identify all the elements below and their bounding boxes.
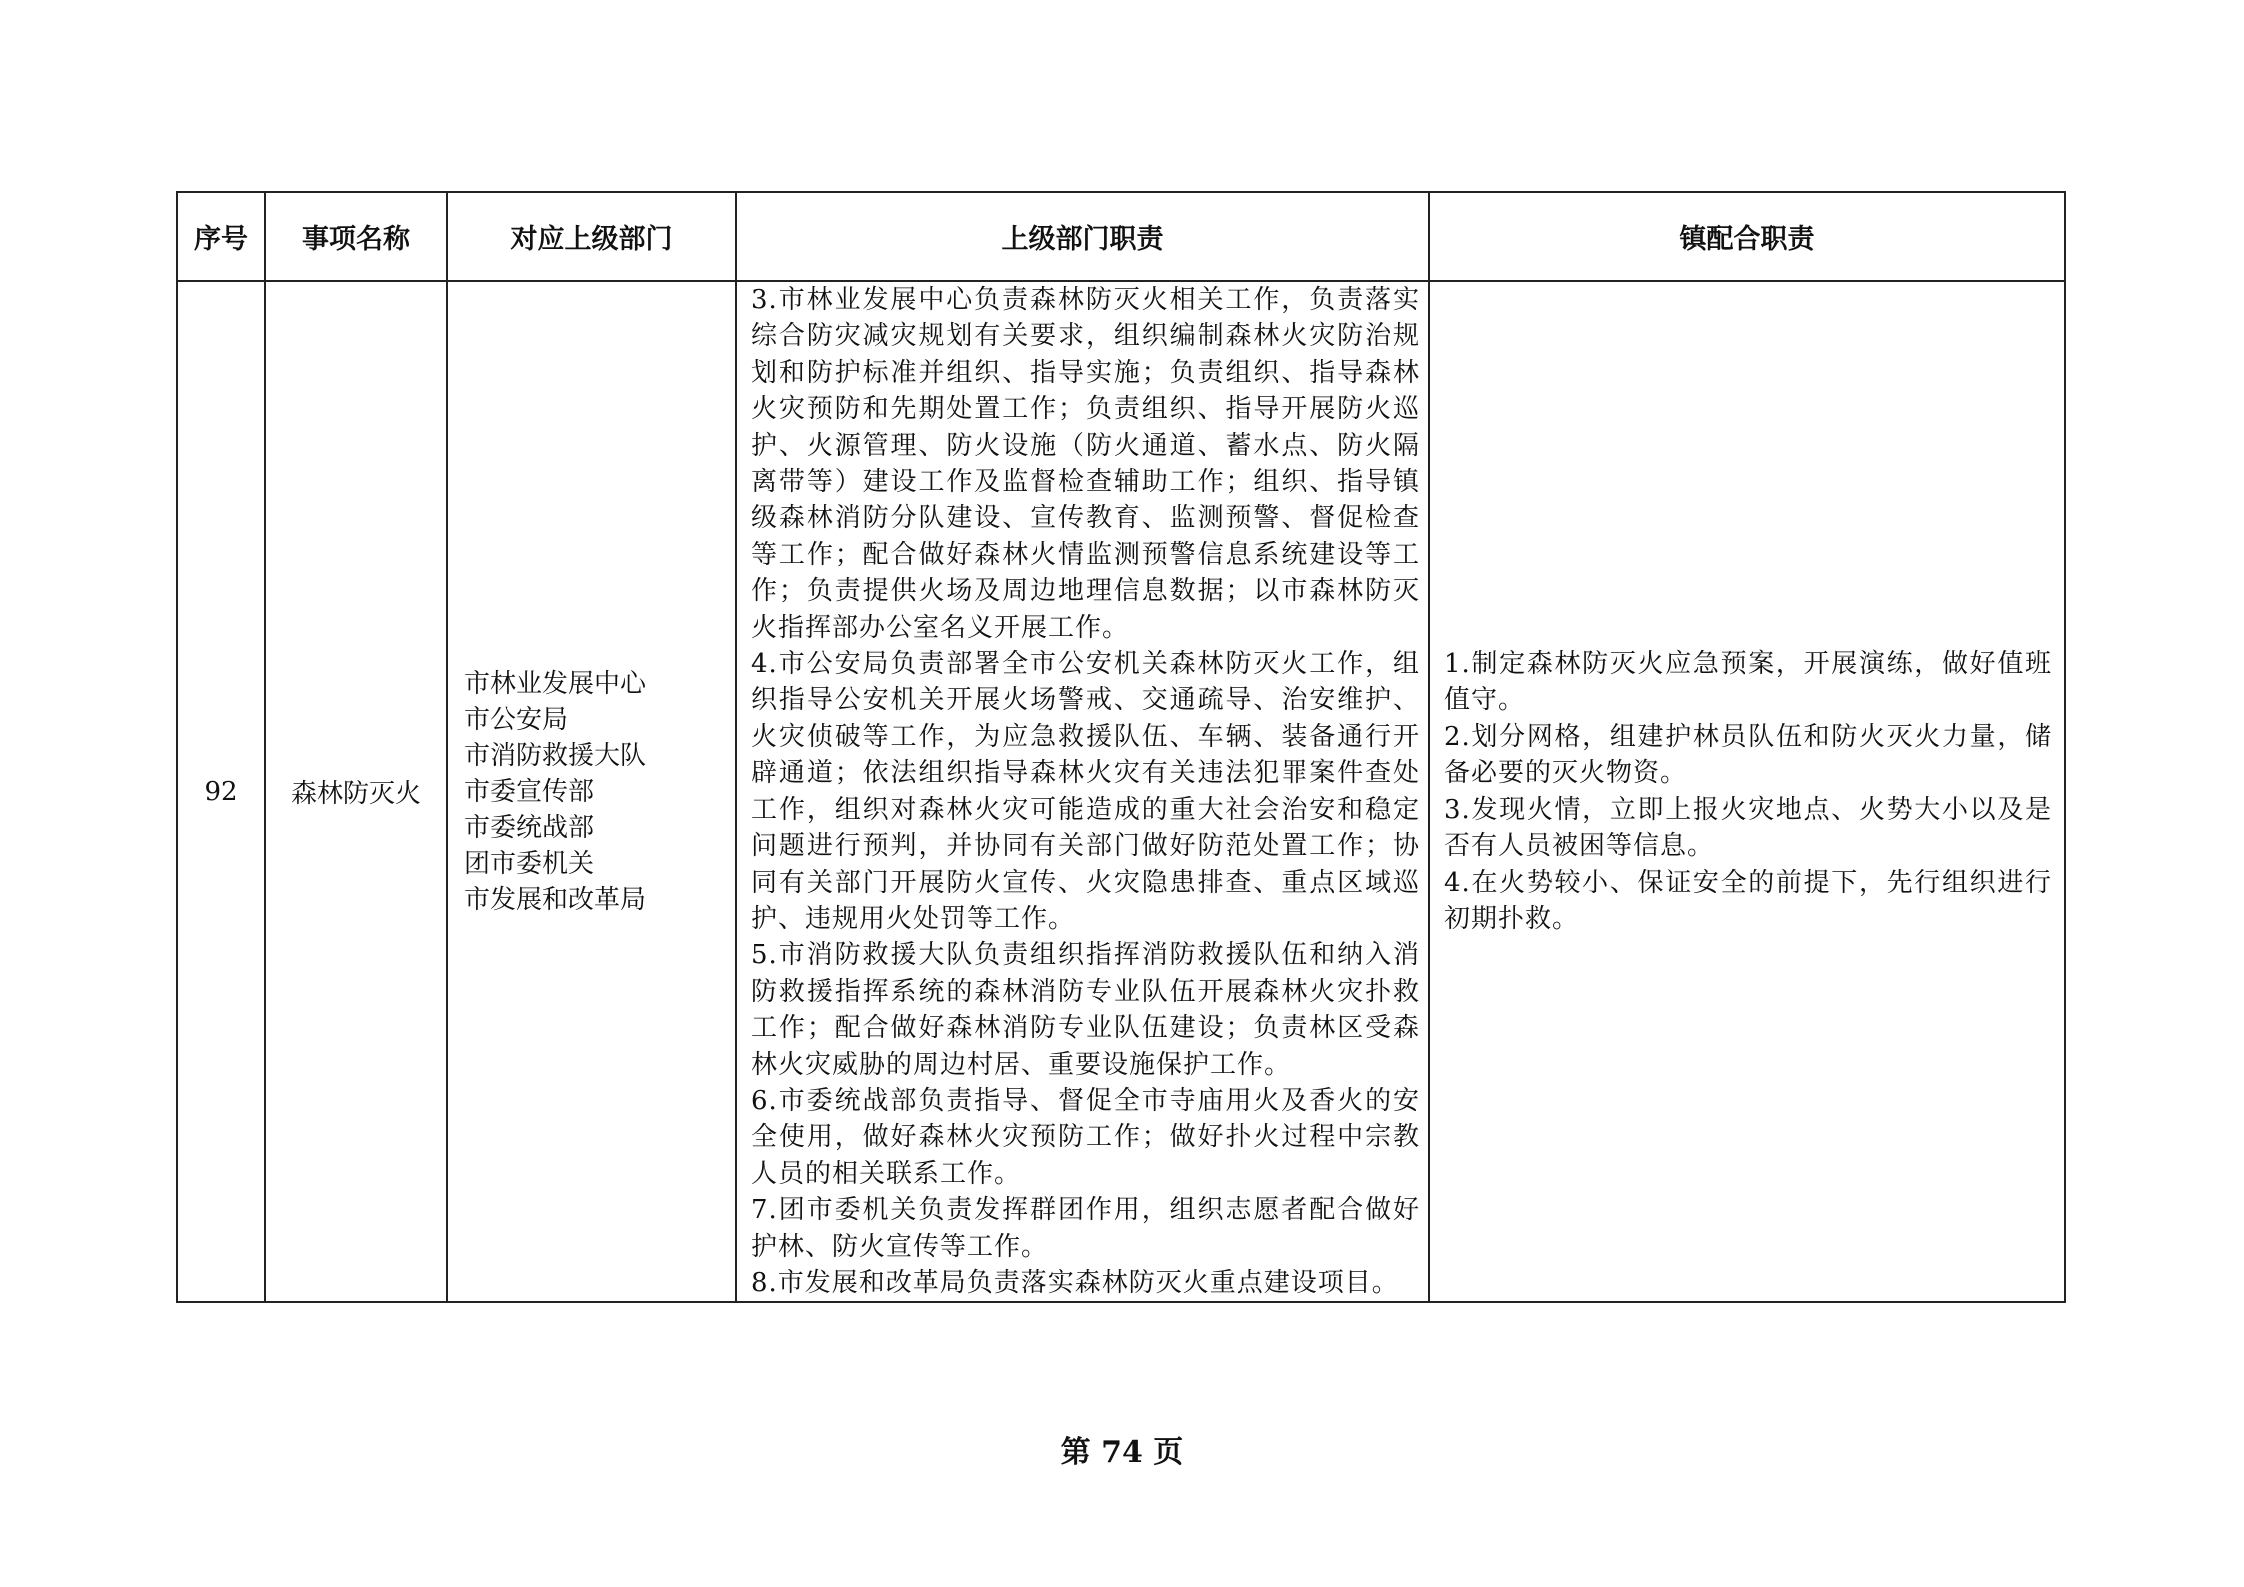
table-row — [177, 281, 2065, 1302]
header-seq: 序号 — [177, 192, 265, 281]
header-department: 对应上级部门 — [447, 192, 736, 281]
row-superior-duties — [736, 281, 1429, 1302]
town-duty-paragraph: 2.划分网格，组建护林员队伍和防火灭火力量，储备必要的灭火物资。 — [1444, 721, 2052, 789]
town-duty-paragraph: 1.制定森林防灭火应急预案，开展演练，做好值班值守。 — [1444, 648, 2052, 716]
town-duty-paragraph: 3.发现火情，立即上报火灾地点、火势大小以及是否有人员被困等信息。 — [1444, 794, 2052, 862]
department-line: 市消防救援大队 — [464, 740, 647, 771]
department-line: 团市委机关 — [464, 848, 595, 879]
responsibility-table — [176, 191, 2066, 1303]
header-superior-duty: 上级部门职责 — [736, 192, 1429, 281]
row-item-name: 森林防灭火 — [265, 281, 447, 1302]
duty-paragraph: 5.市消防救援大队负责组织指挥消防救援队伍和纳入消防救援指挥系统的森林消防专业队伍开展森林火灾扑救工作；配合做好森林消防专业队伍建设；负责林区受森林火灾威胁的周边村居、重要设施保护工作。 — [751, 940, 1420, 1080]
duty-paragraph: 6.市委统战部负责指导、督促全市寺庙用火及香火的安全使用，做好森林火灾预防工作；做好扑火过程中宗教人员的相关联系工作。 — [751, 1085, 1420, 1189]
duty-paragraph: 8.市发展和改革局负责落实森林防灭火重点建设项目。 — [751, 1267, 1399, 1298]
department-line: 市公安局 — [464, 704, 569, 735]
department-line: 市发展和改革局 — [464, 884, 647, 915]
header-item-name: 事项名称 — [265, 192, 447, 281]
town-duty-paragraph: 4.在火势较小、保证安全的前提下，先行组织进行初期扑救。 — [1444, 867, 2052, 935]
row-departments — [447, 281, 736, 1302]
duty-paragraph: 7.团市委机关负责发挥群团作用，组织志愿者配合做好护林、防火宣传等工作。 — [751, 1195, 1420, 1262]
department-line: 市委统战部 — [464, 812, 595, 843]
page-number: 第 74 页 — [1060, 1435, 1184, 1470]
row-town-duties — [1429, 281, 2065, 1302]
duty-paragraph: 4.市公安局负责部署全市公安机关森林防灭火工作，组织指导公安机关开展火场警戒、交通疏导、治安维护、火灾侦破等工作，为应急救援队伍、车辆、装备通行开辟通道；依法组织指导森林火灾有关违法犯罪案件查处工作，组织对森林火灾可能造成的重大社会治安和稳定问题进行预判，并协同有关部门做好防范处置工作；协同有关部门开展防火宣传、火灾隐患排查、重点区域巡护、违规用火处罚等工作。 — [751, 649, 1420, 934]
header-town-duty: 镇配合职责 — [1429, 192, 2065, 281]
duty-paragraph: 3.市林业发展中心负责森林防灭火相关工作，负责落实综合防灾减灾规划有关要求，组织编制森林火灾防治规划和防护标准并组织、指导实施；负责组织、指导森林火灾预防和先期处置工作；负责组织、指导开展防火巡护、火源管理、防火设施（防火通道、蓄水点、防火隔离带等）建设工作及监督检查辅助工作；组织、指导镇级森林消防分队建设、宣传教育、监测预警、督促检查等工作；配合做好森林火情监测预警信息系统建设等工作；负责提供火场及周边地理信息数据；以市森林防灭火指挥部办公室名义开展工作。 — [751, 285, 1420, 643]
department-line: 市林业发展中心 — [464, 668, 647, 699]
table-header-row — [177, 192, 2065, 281]
row-seq: 92 — [177, 281, 265, 1302]
department-line: 市委宣传部 — [464, 776, 595, 807]
